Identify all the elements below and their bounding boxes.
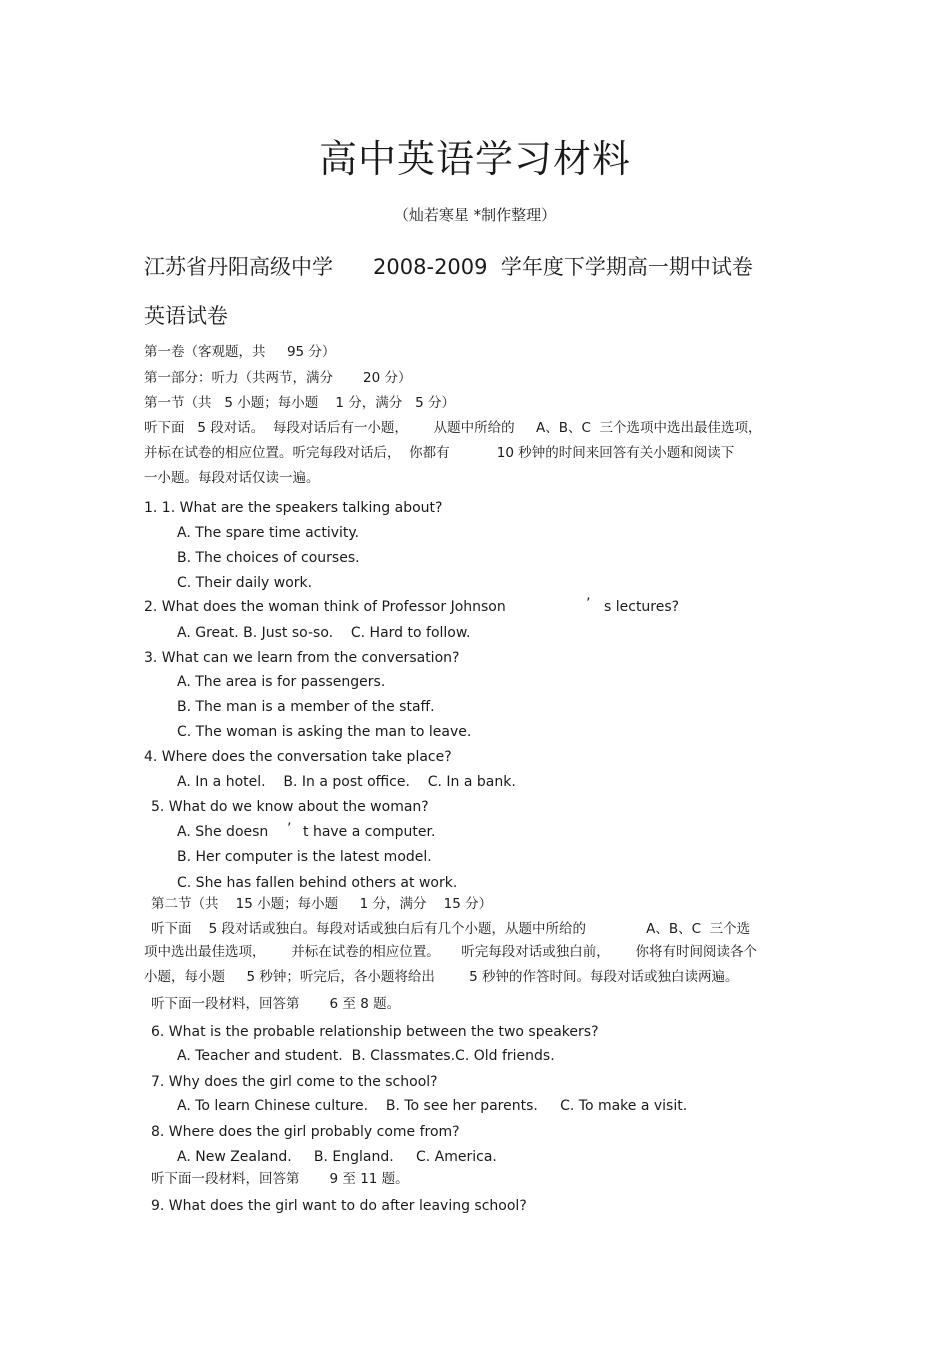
question-5: 5. What do we know about the woman?	[151, 799, 429, 815]
question-9: 9. What does the girl want to do after leaving school?	[151, 1198, 527, 1214]
volume-heading: 第一卷（客观题，共 95 分）	[144, 344, 336, 360]
question-2-tail: s lectures?	[604, 599, 680, 615]
question-1-option-b: B. The choices of courses.	[177, 550, 360, 566]
section1-heading: 第一节（共 5 小题；每小题 1 分，满分 5 分）	[144, 395, 456, 411]
question-1-option-a: A. The spare time activity.	[177, 525, 360, 541]
question-5-option-a-end: t have a computer.	[303, 824, 436, 840]
section2-instructions-line1: 听下面 5 段对话或独白。每段对话或独白后有几个小题，从题中所给的 A、B、C 三个选	[151, 921, 751, 937]
document-title: 高中英语学习材料	[318, 137, 631, 181]
listening-prompt-9-11: 听下面一段材料，回答第 9 至 11 题。	[151, 1171, 409, 1187]
part-heading: 第一部分：听力（共两节，满分 20 分）	[144, 370, 412, 386]
question-5-option-a-start: A. She doesn	[177, 824, 269, 840]
section1-instructions-line1: 听下面 5 段对话。 每段对话后有一小题， 从题中所给的 A、B、C 三个选项中选出最佳选项，	[144, 420, 762, 436]
question-5-option-c: C. She has fallen behind others at work.	[177, 875, 458, 891]
question-8: 8. Where does the girl probably come from?	[151, 1124, 460, 1140]
section1-instructions-line2: 并标在试卷的相应位置。听完每段对话后， 你都有 10 秒钟的时间来回答有关小题和阅读下	[144, 445, 735, 461]
question-1: 1. 1. What are the speakers talking about?	[144, 500, 443, 516]
question-6: 6. What is the probable relationship between the two speakers?	[151, 1024, 599, 1040]
section2-heading: 第二节（共 15 小题；每小题 1 分，满分 15 分）	[151, 896, 493, 912]
question-7-options: A. To learn Chinese culture. B. To see her parents. C. To make a visit.	[177, 1098, 688, 1114]
school-exam-heading: 江苏省丹阳高级中学 2008-2009 学年度下学期高一期中试卷	[144, 255, 753, 279]
question-3-option-b: B. The man is a member of the staff.	[177, 699, 435, 715]
document-subtitle: （灿若寒星 *制作整理）	[393, 206, 557, 224]
question-4-options: A. In a hotel. B. In a post office. C. In a bank.	[177, 774, 516, 790]
question-6-options: A. Teacher and student. B. Classmates.C. Old friends.	[177, 1048, 555, 1064]
question-1-option-c: C. Their daily work.	[177, 575, 313, 591]
question-3: 3. What can we learn from the conversation?	[144, 650, 460, 666]
section2-instructions-line3: 小题，每小题 5 秒钟；听完后，各小题将给出 5 秒钟的作答时间。每段对话或独白读两遍。	[144, 969, 739, 985]
section1-instructions-line3: 一小题。每段对话仅读一遍。	[144, 470, 320, 486]
question-2-options: A. Great. B. Just so-so. C. Hard to follow.	[177, 625, 471, 641]
paper-title: 英语试卷	[144, 304, 228, 328]
question-5-option-b: B. Her computer is the latest model.	[177, 849, 432, 865]
section2-instructions-line2: 项中选出最佳选项， 并标在试卷的相应位置。 听完每段对话或独白前， 你将有时间阅读各个	[144, 944, 757, 960]
question-5-option-a-apostrophe: ’	[287, 821, 292, 837]
question-8-options: A. New Zealand. B. England. C. America.	[177, 1149, 497, 1165]
question-2: 2. What does the woman think of Professor Johnson	[144, 599, 506, 615]
question-3-option-c: C. The woman is asking the man to leave.	[177, 724, 472, 740]
question-4: 4. Where does the conversation take place?	[144, 749, 452, 765]
question-2-apostrophe: ’	[586, 596, 591, 612]
listening-prompt-6-8: 听下面一段材料，回答第 6 至 8 题。	[151, 996, 401, 1012]
question-3-option-a: A. The area is for passengers.	[177, 674, 386, 690]
question-7: 7. Why does the girl come to the school?	[151, 1074, 438, 1090]
